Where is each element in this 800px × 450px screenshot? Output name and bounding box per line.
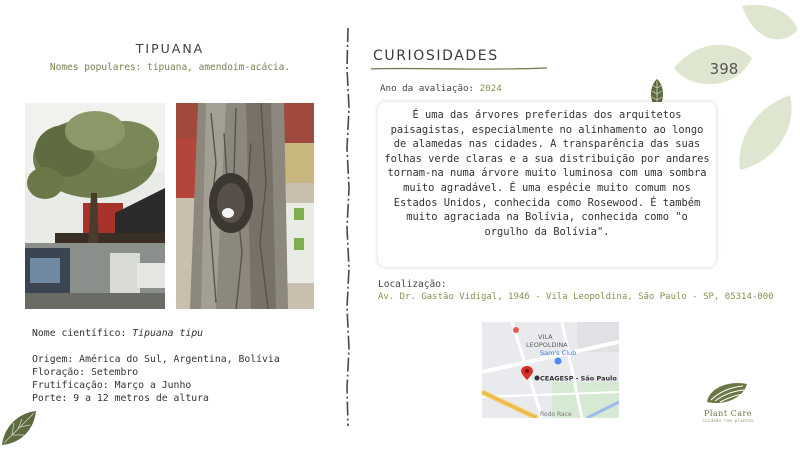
location-map[interactable]: [482, 322, 619, 418]
decorative-leaves: [672, 0, 800, 180]
popular-names: Nomes populares: tipuana, amendoim-acácia.: [49, 62, 291, 73]
page-divider: [345, 28, 351, 426]
tree-canopy-photo: [25, 103, 165, 309]
evaluation-year: 2024: [479, 83, 502, 94]
scientific-name: [32, 328, 203, 339]
poi-icon: [513, 327, 519, 333]
size: Porte: 9 a 12 metros de altura: [32, 393, 209, 404]
location-address: Av. Dr. Gastão Vidigal, 1946 - Vila Leopoldina, São Paulo - SP, 05314-000: [378, 292, 774, 302]
brand-name: Plant Care: [703, 409, 753, 418]
map-district-line2: LEOPOLDINA: [526, 341, 568, 349]
origin: Origem: América do Sul, Argentina, Bolívia: [32, 354, 280, 365]
evaluation-year-line: [380, 83, 502, 94]
page-number: 398: [709, 60, 739, 78]
map-district-line1: VILA: [538, 333, 553, 341]
tree-trunk-photo: [176, 103, 314, 309]
curiosities-title: CURIOSIDADES: [373, 48, 499, 64]
leaf-icon: [0, 405, 40, 447]
tree-name: TIPUANA: [135, 41, 205, 56]
evaluation-label: Ano da avaliação:: [380, 83, 475, 94]
title-underline: [370, 66, 548, 72]
scientific-name-label: Nome científico:: [32, 328, 127, 339]
scientific-name-value: Tipuana tipu: [132, 328, 204, 339]
curiosities-text: É uma das árvores preferidas dos arquitetos paisagistas, especialmente no alinhamento ao longo de alamedas nas cidades. A transparência das suas folhas verde claras e a sua distribuição por andares tornam-na numa árvore muito luminosa com uma sombra muito agradável. É uma espécie muito comum nos Estados Unidos, conhecida como Rosewood. É também muito agraciada na Bolívia, conhecida como "o orgulho da Bolívia".: [384, 109, 710, 238]
curiosities-card: [378, 102, 716, 267]
location-label: Localização:: [378, 279, 447, 290]
map-place-label: CEAGESP - São Paulo: [540, 374, 617, 383]
flowering: Floração: Setembro: [32, 367, 139, 378]
plant-care-logo: [703, 380, 749, 406]
fruiting: Frutificação: Março a Junho: [32, 380, 192, 391]
map-shop-label: Sam's Club: [540, 349, 577, 357]
brand-tagline: cuidado com plantas: [702, 419, 754, 424]
shop-pin-icon: [555, 358, 562, 365]
map-road-label: Rodo Race: [540, 411, 572, 418]
